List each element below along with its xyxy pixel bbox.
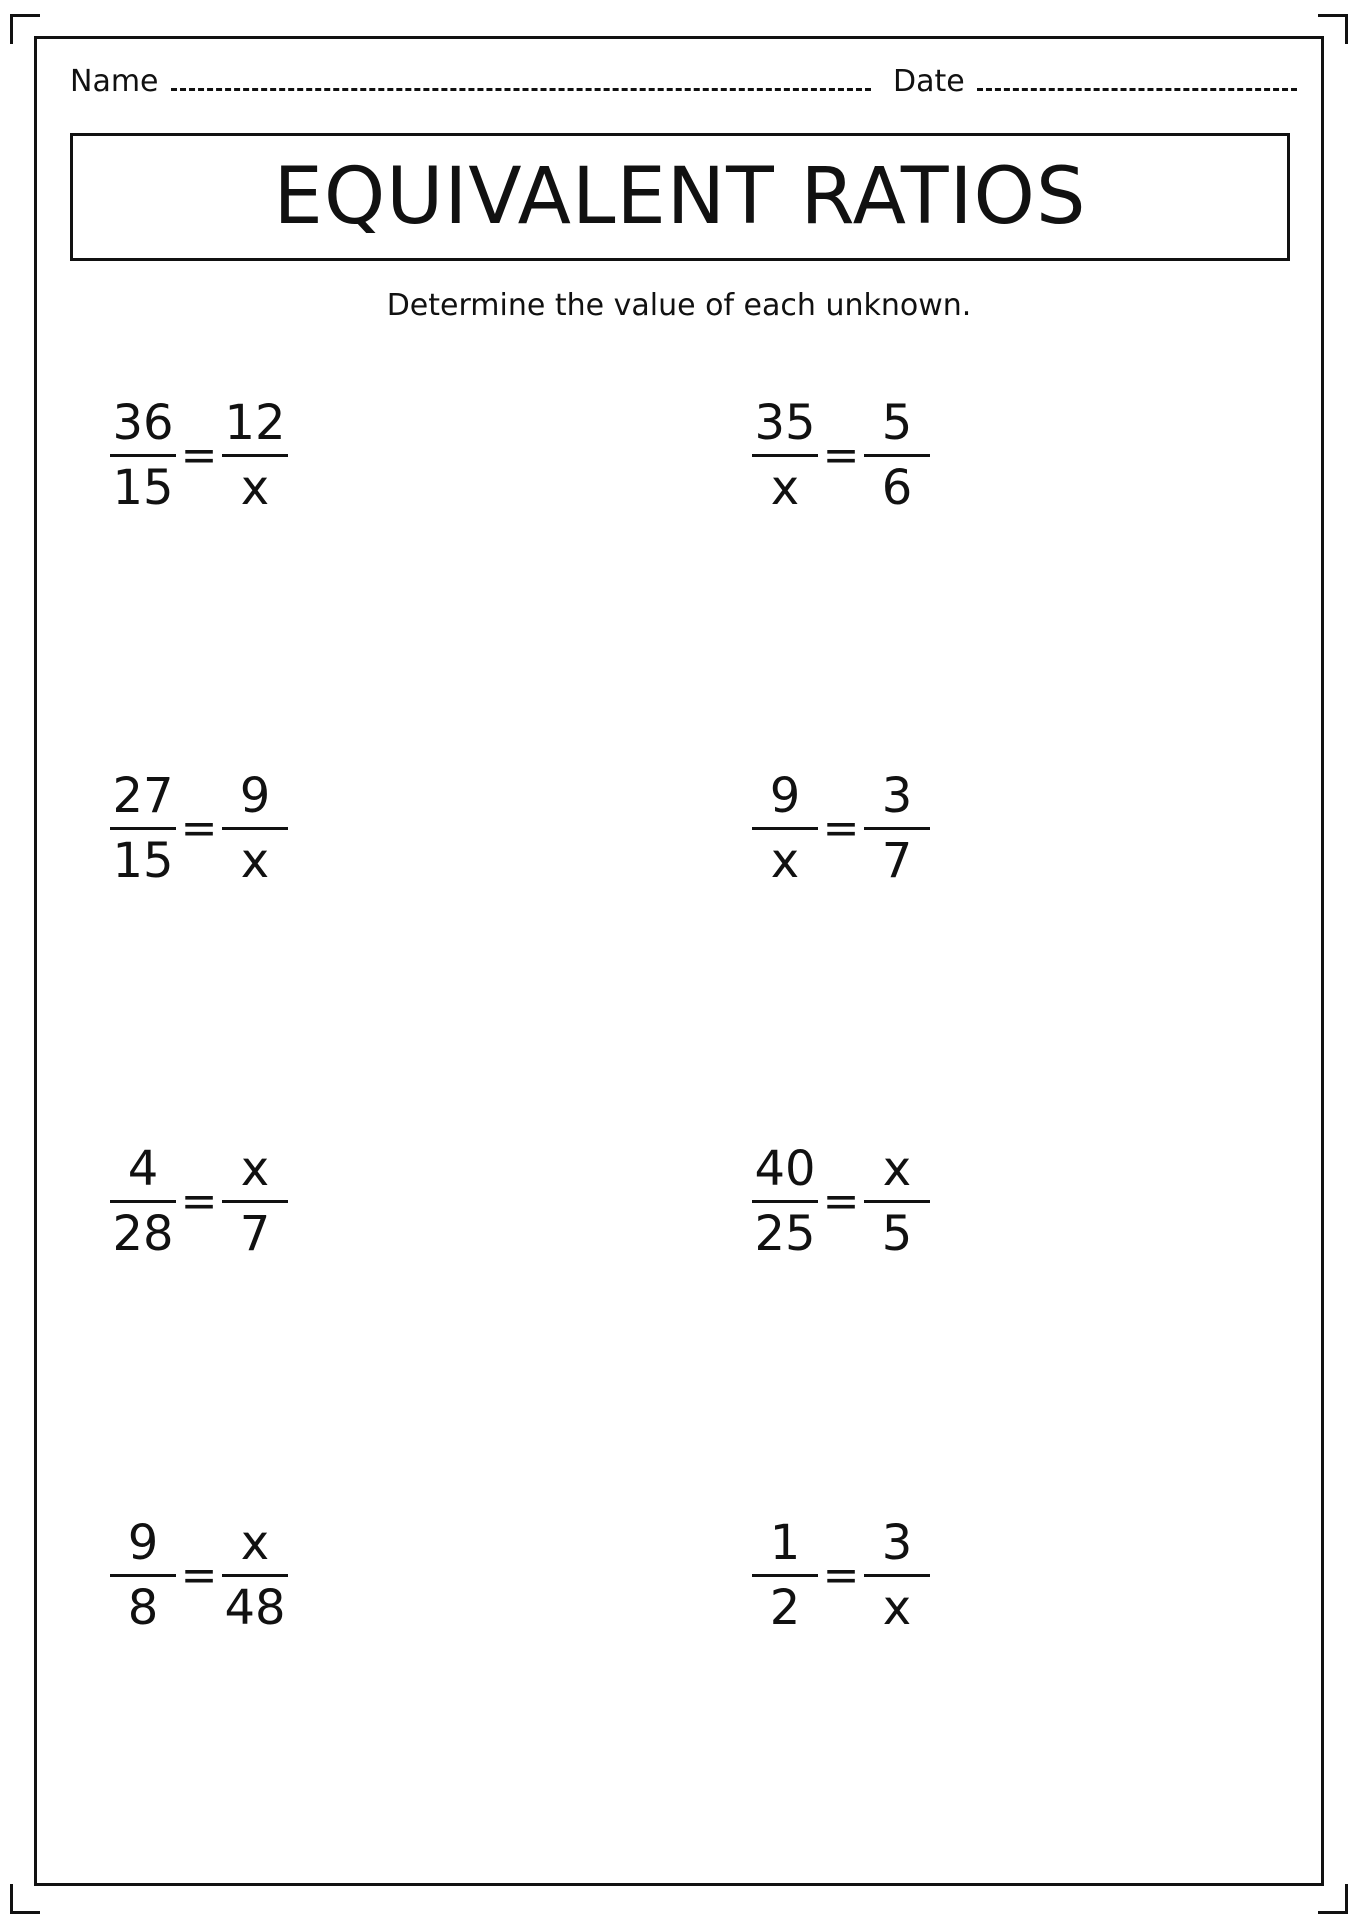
- right-fraction: [862, 392, 932, 519]
- right-denominator: x: [882, 1580, 912, 1636]
- problem-2: [750, 392, 932, 519]
- right-numerator: 5: [881, 395, 913, 451]
- left-denominator: 25: [754, 1206, 816, 1262]
- left-fraction: [108, 765, 178, 892]
- left-denominator: x: [770, 460, 800, 516]
- problem-1: [108, 392, 290, 519]
- left-fraction: [750, 765, 820, 892]
- right-denominator: 6: [881, 460, 913, 516]
- right-fraction: [220, 1138, 290, 1265]
- left-denominator: 28: [112, 1206, 174, 1262]
- page-title: EQUIVALENT RATIOS: [273, 152, 1087, 242]
- problem-6: [750, 1138, 932, 1265]
- problem-3: [108, 765, 290, 892]
- right-numerator: x: [882, 1141, 912, 1197]
- left-fraction: [108, 392, 178, 519]
- right-denominator: x: [240, 460, 270, 516]
- right-denominator: x: [240, 833, 270, 889]
- name-field: [70, 64, 871, 99]
- right-numerator: x: [240, 1515, 270, 1571]
- corner-bracket-top-left: [10, 14, 40, 44]
- problem-5: [108, 1138, 290, 1265]
- left-numerator: 27: [112, 768, 174, 824]
- left-numerator: 35: [754, 395, 816, 451]
- problem-7: [108, 1512, 290, 1639]
- left-numerator: 9: [127, 1515, 159, 1571]
- left-numerator: 1: [769, 1515, 801, 1571]
- corner-bracket-top-right: [1318, 14, 1348, 44]
- equals-sign: =: [180, 430, 218, 481]
- date-blank-line[interactable]: [977, 66, 1297, 91]
- left-denominator: 15: [112, 833, 174, 889]
- equals-sign: =: [822, 430, 860, 481]
- left-fraction: [750, 1138, 820, 1265]
- right-fraction: [220, 1512, 290, 1639]
- left-denominator: 2: [769, 1580, 801, 1636]
- left-numerator: 9: [769, 768, 801, 824]
- right-numerator: 12: [224, 395, 286, 451]
- right-fraction: [862, 765, 932, 892]
- right-numerator: 3: [881, 768, 913, 824]
- instruction-text: Determine the value of each unknown.: [386, 288, 972, 323]
- right-fraction: [862, 1138, 932, 1265]
- left-denominator: 8: [127, 1580, 159, 1636]
- right-numerator: 3: [881, 1515, 913, 1571]
- equals-sign: =: [822, 1176, 860, 1227]
- equals-sign: =: [822, 1550, 860, 1601]
- name-blank-line[interactable]: [171, 66, 871, 91]
- right-denominator: 5: [881, 1206, 913, 1262]
- problem-8: [750, 1512, 932, 1639]
- equals-sign: =: [180, 1550, 218, 1601]
- equals-sign: =: [180, 803, 218, 854]
- corner-bracket-bottom-left: [10, 1884, 40, 1914]
- name-label: Name: [70, 64, 159, 99]
- right-fraction: [862, 1512, 932, 1639]
- date-field: [893, 64, 1297, 99]
- left-denominator: 15: [112, 460, 174, 516]
- equals-sign: =: [180, 1176, 218, 1227]
- left-denominator: x: [770, 833, 800, 889]
- left-numerator: 36: [112, 395, 174, 451]
- right-denominator: 7: [881, 833, 913, 889]
- date-label: Date: [893, 64, 965, 99]
- title-box: [70, 133, 1290, 261]
- left-fraction: [108, 1138, 178, 1265]
- equals-sign: =: [822, 803, 860, 854]
- right-numerator: 9: [239, 768, 271, 824]
- right-fraction: [220, 765, 290, 892]
- left-fraction: [750, 1512, 820, 1639]
- right-fraction: [220, 392, 290, 519]
- left-numerator: 40: [754, 1141, 816, 1197]
- right-numerator: x: [240, 1141, 270, 1197]
- left-fraction: [750, 392, 820, 519]
- corner-bracket-bottom-right: [1318, 1884, 1348, 1914]
- right-denominator: 7: [239, 1206, 271, 1262]
- left-fraction: [108, 1512, 178, 1639]
- right-denominator: 48: [224, 1580, 286, 1636]
- problem-4: [750, 765, 932, 892]
- left-numerator: 4: [127, 1141, 159, 1197]
